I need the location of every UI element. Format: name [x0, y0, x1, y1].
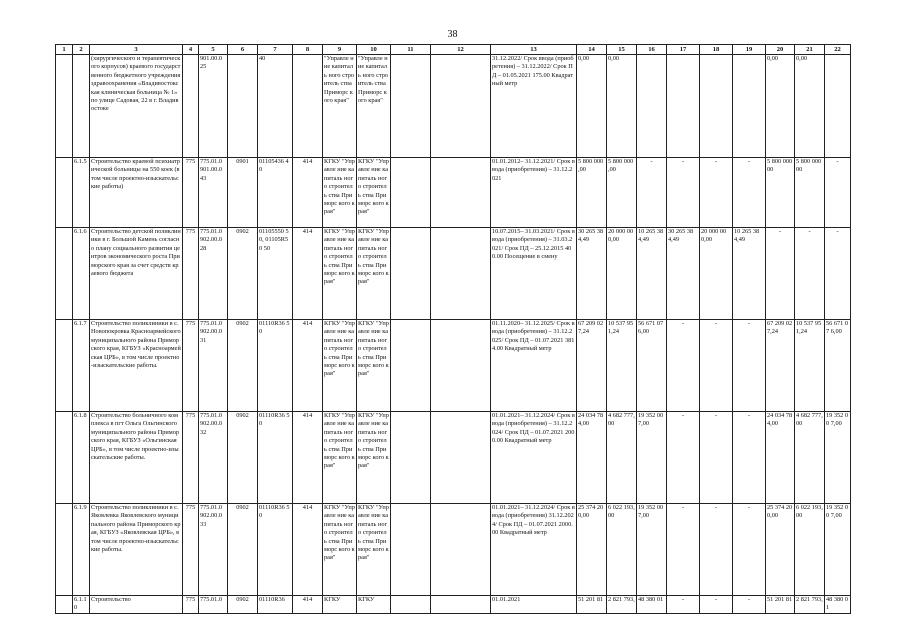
cell-col-20: -	[766, 228, 795, 320]
cell-col-21: 5 800 000 00	[795, 158, 825, 228]
cell-col-3: Строительство детской поликлиники в г. Большой Камень согласно плану социального развития центров экономического роста Приморского края за счет средств краевого бюджета	[90, 228, 183, 320]
cell-col-15: 5 800 000 ,00	[607, 158, 637, 228]
cell-col-20: 67 209 02 7,24	[766, 320, 795, 412]
cell-col-15: 6 022 193, 00	[607, 504, 637, 596]
budget-table	[55, 44, 851, 614]
cell-col-8: 414	[293, 228, 323, 320]
cell-col-14: 51 201 81	[577, 596, 607, 614]
cell-col-7: 01105550 50, 01105R50 50	[258, 228, 293, 320]
cell-col-9: КГКУ "Управле ние капиталь ного строитель ства Приморс кого края"	[323, 228, 357, 320]
cell-col-5: 775.01.0	[199, 596, 228, 614]
cell-col-22: 48 380 01	[825, 596, 851, 614]
header-cell: 17	[667, 45, 700, 55]
table-row	[56, 320, 851, 412]
cell-col-8: 414	[293, 504, 323, 596]
column-number-header	[56, 45, 851, 55]
table-row	[56, 504, 851, 596]
cell-col-10: КГКУ	[357, 596, 391, 614]
cell-col-12	[431, 596, 491, 614]
cell-col-15: 2 821 793,	[607, 596, 637, 614]
header-cell: 9	[323, 45, 357, 55]
header-cell: 11	[391, 45, 431, 55]
cell-col-12	[431, 55, 491, 158]
cell-col-17: -	[667, 412, 700, 504]
header-cell: 14	[577, 45, 607, 55]
header-cell: 12	[431, 45, 491, 55]
cell-col-18	[700, 55, 733, 158]
cell-col-1	[56, 412, 73, 504]
cell-col-14: 67 209 02 7,24	[577, 320, 607, 412]
cell-col-11	[391, 158, 431, 228]
cell-col-3: Строительство краевой психиатрической больницы на 550 коек (в том числе проектно-изыскательские работы)	[90, 158, 183, 228]
cell-col-12	[431, 158, 491, 228]
cell-col-5: 775.01.0 902.00.0 32	[199, 412, 228, 504]
cell-col-22: 19 352 00 7,00	[825, 412, 851, 504]
header-cell: 10	[357, 45, 391, 55]
cell-col-17: -	[667, 158, 700, 228]
cell-col-10: "Управле ние капиталь ного строитель ства Приморс кого края"	[357, 55, 391, 158]
cell-col-21: 0,00	[795, 55, 825, 158]
cell-col-8: 414	[293, 320, 323, 412]
cell-col-8: 414	[293, 596, 323, 614]
cell-col-2: 6.1.6	[73, 228, 90, 320]
cell-col-5: 775.01.0 902.00.0 31	[199, 320, 228, 412]
cell-col-20: 24 034 78 4,00	[766, 412, 795, 504]
cell-col-2: 6.1.8	[73, 412, 90, 504]
cell-col-22: 19 352 00 7,00	[825, 504, 851, 596]
cell-col-18: -	[700, 158, 733, 228]
header-cell: 21	[795, 45, 825, 55]
cell-col-16: 48 380 01	[637, 596, 667, 614]
cell-col-21: 2 821 793,	[795, 596, 825, 614]
cell-col-20: 25 374 20 0,00	[766, 504, 795, 596]
cell-col-7: 40	[258, 55, 293, 158]
cell-col-6: 0902	[228, 504, 258, 596]
cell-col-9: КГКУ	[323, 596, 357, 614]
cell-col-12	[431, 412, 491, 504]
cell-col-18: 20 000 00 0,00	[700, 228, 733, 320]
cell-col-11	[391, 596, 431, 614]
cell-col-2: 6.1.5	[73, 158, 90, 228]
cell-col-11	[391, 55, 431, 158]
cell-col-10: КГКУ "Управле ние капиталь ного строитель ства Приморс кого края"	[357, 228, 391, 320]
cell-col-1	[56, 596, 73, 614]
cell-col-18: -	[700, 504, 733, 596]
cell-col-5: 775.01.0 901.00.0 43	[199, 158, 228, 228]
cell-col-6: 0901	[228, 158, 258, 228]
cell-col-2	[73, 55, 90, 158]
cell-col-9: КГКУ "Управле ние капиталь ного строитель ства Приморс кого края"	[323, 412, 357, 504]
page-number: 38	[447, 29, 458, 40]
header-cell: 13	[491, 45, 577, 55]
cell-col-2: 6.1.7	[73, 320, 90, 412]
cell-col-22	[825, 55, 851, 158]
cell-col-2: 6.1.9	[73, 504, 90, 596]
cell-col-18: -	[700, 412, 733, 504]
cell-col-15: 10 537 95 1,24	[607, 320, 637, 412]
cell-col-14: 0,00	[577, 55, 607, 158]
cell-col-4: 775	[183, 228, 199, 320]
header-cell: 15	[607, 45, 637, 55]
cell-col-4: 775	[183, 412, 199, 504]
cell-col-13: 10.07.2015– 31.03.2021/ Срок ввода (приобретения) – 31.03.2021/ Срок ПД – 25.12.2015 400.00 Посещение в смену	[491, 228, 577, 320]
cell-col-17	[667, 55, 700, 158]
cell-col-15: 4 682 777, 00	[607, 412, 637, 504]
header-cell: 18	[700, 45, 733, 55]
cell-col-11	[391, 412, 431, 504]
cell-col-18: -	[700, 320, 733, 412]
cell-col-7: 01110R36	[258, 596, 293, 614]
cell-col-1	[56, 320, 73, 412]
cell-col-4: 775	[183, 504, 199, 596]
cell-col-14: 30 265 38 4,49	[577, 228, 607, 320]
table-row	[56, 412, 851, 504]
cell-col-9: "Управле ние капиталь ного строитель ства Приморс кого края"	[323, 55, 357, 158]
cell-col-16: 10 265 38 4,49	[637, 228, 667, 320]
cell-col-1	[56, 504, 73, 596]
cell-col-12	[431, 320, 491, 412]
cell-col-5: 775.01.0 902.00.0 33	[199, 504, 228, 596]
cell-col-3: (хирургического и терапевтического корпусов) краевого государственного бюджетного учреждения здравоохранения «Владивостокская клиническая больница № 1» по улице Садовая, 22 в г. Владивостоке	[90, 55, 183, 158]
cell-col-4: 775	[183, 158, 199, 228]
cell-col-20: 51 201 81	[766, 596, 795, 614]
cell-col-4	[183, 55, 199, 158]
cell-col-1	[56, 55, 73, 158]
cell-col-19: -	[733, 320, 766, 412]
cell-col-16	[637, 55, 667, 158]
cell-col-7: 01105436 40	[258, 158, 293, 228]
cell-col-1	[56, 158, 73, 228]
cell-col-20: 5 800 000 00	[766, 158, 795, 228]
cell-col-6: 0902	[228, 320, 258, 412]
cell-col-8: 414	[293, 412, 323, 504]
cell-col-5: 775.01.0 902.00.0 28	[199, 228, 228, 320]
cell-col-9: КГКУ "Управле ние капиталь ного строитель ства Приморс кого края"	[323, 504, 357, 596]
cell-col-14: 5 800 000 ,00	[577, 158, 607, 228]
cell-col-17: -	[667, 596, 700, 614]
cell-col-6: 0902	[228, 596, 258, 614]
cell-col-10: КГКУ "Управле ние капиталь ного строитель ства Приморс кого края"	[357, 504, 391, 596]
cell-col-17: -	[667, 504, 700, 596]
cell-col-21: -	[795, 228, 825, 320]
cell-col-16: 56 671 07 6,00	[637, 320, 667, 412]
cell-col-6: 0902	[228, 228, 258, 320]
cell-col-6: 0902	[228, 412, 258, 504]
header-cell: 4	[183, 45, 199, 55]
cell-col-21: 6 022 193, 00	[795, 504, 825, 596]
cell-col-9: КГКУ "Управле ние капиталь ного строитель ства Приморс кого края"	[323, 158, 357, 228]
cell-col-7: 01110R36 50	[258, 320, 293, 412]
cell-col-6	[228, 55, 258, 158]
cell-col-19: -	[733, 504, 766, 596]
cell-col-7: 01110R36 50	[258, 504, 293, 596]
cell-col-19: 10 265 38 4,49	[733, 228, 766, 320]
cell-col-7: 01110R36 50	[258, 412, 293, 504]
cell-col-2: 6.1.10	[73, 596, 90, 614]
header-cell: 3	[90, 45, 183, 55]
header-cell: 5	[199, 45, 228, 55]
cell-col-19	[733, 55, 766, 158]
cell-col-19: -	[733, 158, 766, 228]
cell-col-8	[293, 55, 323, 158]
cell-col-16: 19 352 00 7,00	[637, 412, 667, 504]
cell-col-8: 414	[293, 158, 323, 228]
header-cell: 8	[293, 45, 323, 55]
cell-col-9: КГКУ "Управле ние капиталь ного строитель ства Приморс кого края"	[323, 320, 357, 412]
cell-col-1	[56, 228, 73, 320]
cell-col-16: -	[637, 158, 667, 228]
cell-col-3: Строительство больничного комплекса в пгт Ольга Ольгинского муниципального района Приморского края, КГБУЗ «Ольгинская ЦРБ», в том числе проектно-изыскательские работы.	[90, 412, 183, 504]
cell-col-17: 30 265 38 4,49	[667, 228, 700, 320]
cell-col-19: -	[733, 596, 766, 614]
cell-col-4: 775	[183, 596, 199, 614]
cell-col-22: 56 671 07 6,00	[825, 320, 851, 412]
cell-col-17: -	[667, 320, 700, 412]
cell-col-13: 01.01.2021– 31.12.2024/ Срок ввода (приобретения) 31.12.2024/ Срок ПД – 01.07.2021 2000.00 Квадратный метр	[491, 504, 577, 596]
cell-col-10: КГКУ "Управле ние капиталь ного строитель ства Приморс кого края"	[357, 412, 391, 504]
header-cell: 16	[637, 45, 667, 55]
cell-col-3: Строительство поликлиники в с. Новопокровка Красноармейского муниципального района Приморского края, КГБУЗ «Красноармейская ЦРБ», в том числе проектно-изыскательские работы.	[90, 320, 183, 412]
cell-col-13: 01.01.2021– 31.12.2024/ Срок ввода (приобретения) – 31.12.2024/ Срок ПД – 01.07.2021 2000.00 Квадратный метр	[491, 412, 577, 504]
cell-col-10: КГКУ "Управле ние капиталь ного строитель ства Приморс кого края"	[357, 320, 391, 412]
header-cell: 22	[825, 45, 851, 55]
cell-col-20: 0,00	[766, 55, 795, 158]
cell-col-11	[391, 320, 431, 412]
cell-col-13: 01.01.2012– 31.12.2021/ Срок ввода (приобретения) – 31.12.2021	[491, 158, 577, 228]
header-cell: 20	[766, 45, 795, 55]
header-cell: 2	[73, 45, 90, 55]
cell-col-11	[391, 504, 431, 596]
table-row	[56, 55, 851, 158]
cell-col-10: КГКУ "Управле ние капиталь ного строитель ства Приморс кого края"	[357, 158, 391, 228]
cell-col-13: 31.12.2022/ Срок ввода (приобретения) – 31.12.2022/ Срок ПД – 01.05.2021 175.00 Квадратный метр	[491, 55, 577, 158]
cell-col-14: 24 034 78 4,00	[577, 412, 607, 504]
cell-col-21: 4 682 777, 00	[795, 412, 825, 504]
cell-col-4: 775	[183, 320, 199, 412]
cell-col-12	[431, 504, 491, 596]
table-row	[56, 228, 851, 320]
header-cell: 19	[733, 45, 766, 55]
cell-col-16: 19 352 00 7,00	[637, 504, 667, 596]
cell-col-13: 01.11.2020– 31.12.2025/ Срок ввода (приобретения) – 31.12.2025/ Срок ПД – 01.07.2021 3814.00 Квадратный метр	[491, 320, 577, 412]
cell-col-21: 10 537 95 1,24	[795, 320, 825, 412]
table-row	[56, 596, 851, 614]
cell-col-13: 01.01.2021	[491, 596, 577, 614]
cell-col-12	[431, 228, 491, 320]
cell-col-18: -	[700, 596, 733, 614]
cell-col-3: Строительство	[90, 596, 183, 614]
cell-col-22: -	[825, 228, 851, 320]
cell-col-11	[391, 228, 431, 320]
cell-col-14: 25 374 20 0,00	[577, 504, 607, 596]
header-cell: 1	[56, 45, 73, 55]
header-cell: 7	[258, 45, 293, 55]
header-cell: 6	[228, 45, 258, 55]
cell-col-5: 901.00.0 25	[199, 55, 228, 158]
cell-col-15: 0,00	[607, 55, 637, 158]
cell-col-15: 20 000 00 0,00	[607, 228, 637, 320]
table-row	[56, 158, 851, 228]
cell-col-19: -	[733, 412, 766, 504]
cell-col-22: -	[825, 158, 851, 228]
cell-col-3: Строительство поликлиники в с. Яковлевка Яковлевского муниципального района Приморского края, КГБУЗ «Яковлевская ЦРБ», в том числе проектно-изыскательские работы.	[90, 504, 183, 596]
